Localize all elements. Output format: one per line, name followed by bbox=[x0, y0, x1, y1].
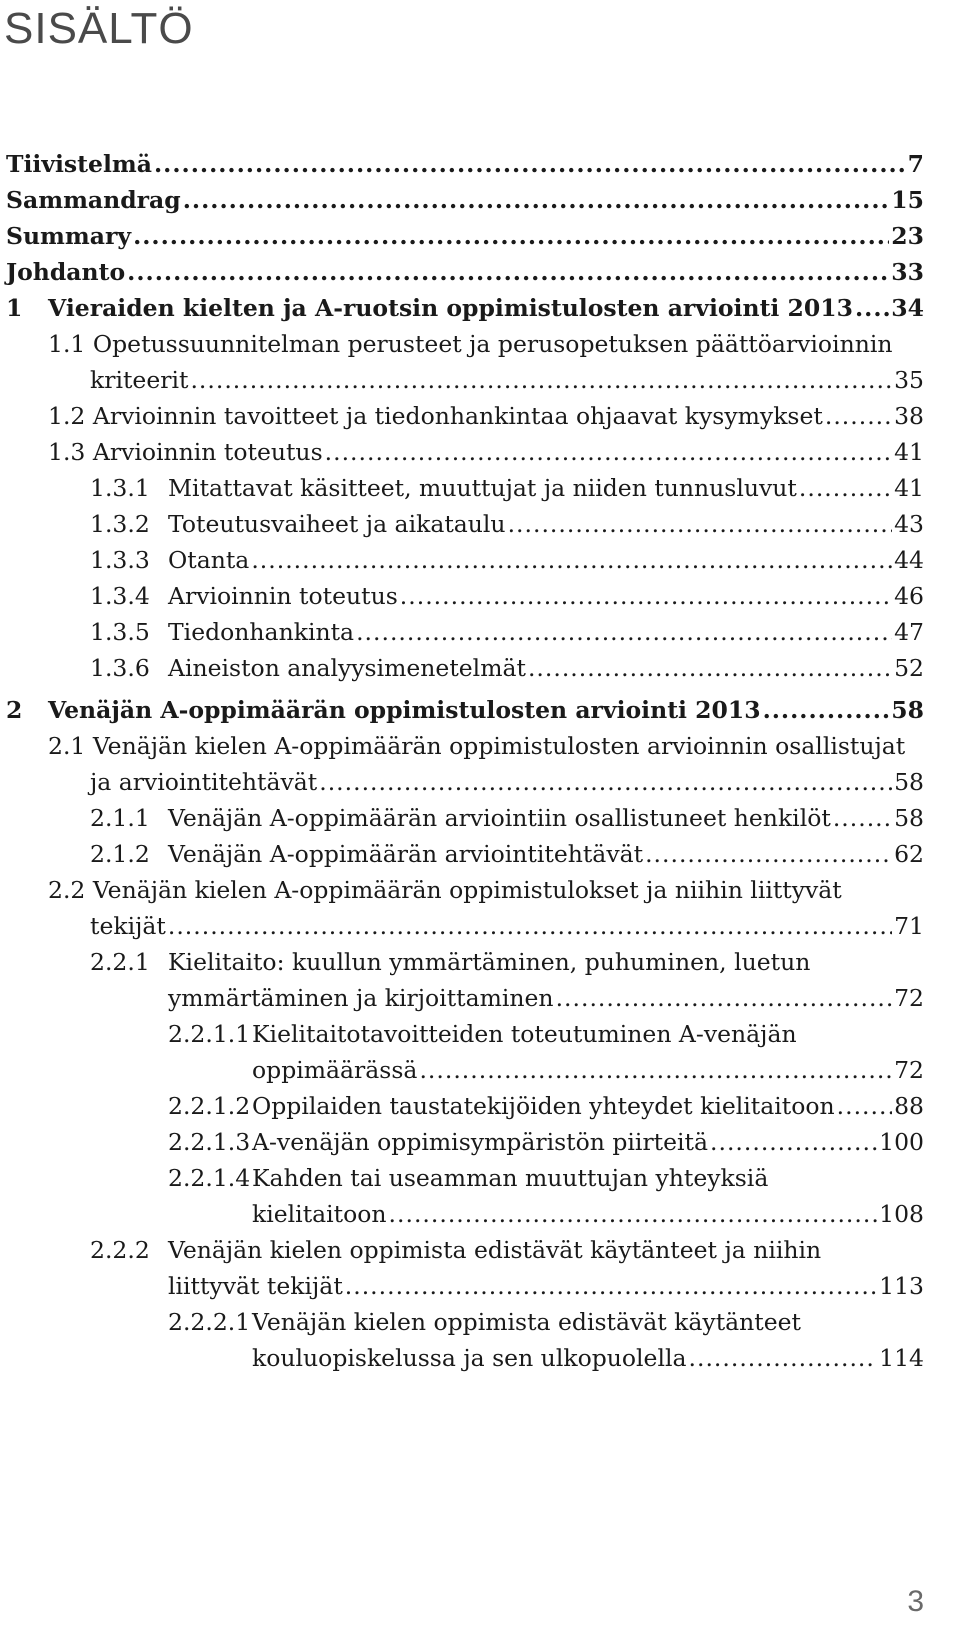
toc-entry-continuation[interactable] bbox=[6, 1052, 924, 1088]
toc-entry-page: 58 bbox=[891, 696, 924, 724]
toc-entry-number: 1.3.4 bbox=[90, 582, 150, 610]
toc-entry-title: ymmärtäminen ja kirjoittaminen bbox=[168, 984, 554, 1012]
toc-entry-page: 88 bbox=[894, 1092, 924, 1120]
toc-entry-title: A-venäjän oppimisympäristön piirteitä bbox=[252, 1128, 709, 1156]
toc-leader-dots bbox=[799, 470, 892, 506]
toc-entry-page: 108 bbox=[879, 1200, 924, 1228]
toc-entry-page: 33 bbox=[891, 258, 924, 286]
toc-entry[interactable] bbox=[6, 872, 924, 908]
toc-leader-dots bbox=[419, 1052, 892, 1088]
toc-entry-number: 2.1 bbox=[48, 732, 86, 760]
toc-leader-dots bbox=[528, 650, 892, 686]
page-heading: SISÄLTÖ bbox=[4, 4, 194, 53]
toc-entry[interactable] bbox=[6, 146, 924, 182]
toc-entry-continuation[interactable] bbox=[6, 764, 924, 800]
toc-entry-page: 62 bbox=[894, 840, 924, 868]
toc-entry-page: 47 bbox=[894, 618, 924, 646]
toc-entry-title: Kahden tai useamman muuttujan yhteyksiä bbox=[252, 1164, 769, 1192]
toc-leader-dots bbox=[833, 800, 892, 836]
toc-entry-title: Summary bbox=[6, 222, 132, 250]
toc-entry-continuation[interactable] bbox=[6, 1268, 924, 1304]
toc-entry-continuation[interactable] bbox=[6, 1340, 924, 1376]
toc-entry-title: Venäjän kielen A-oppimäärän oppimistulosten arvioinnin osallistujat bbox=[92, 732, 906, 760]
toc-entry-page: 23 bbox=[891, 222, 924, 250]
toc-entry-number: 2.2 bbox=[48, 876, 86, 904]
toc-entry-page: 46 bbox=[894, 582, 924, 610]
toc-leader-dots bbox=[154, 146, 906, 182]
toc-entry[interactable] bbox=[6, 1160, 924, 1196]
toc-entry-title: Arvioinnin toteutus bbox=[92, 438, 323, 466]
toc-entry-title: oppimäärässä bbox=[252, 1056, 418, 1084]
toc-entry-page: 113 bbox=[879, 1272, 924, 1300]
toc-leader-dots bbox=[325, 434, 892, 470]
toc-entry[interactable] bbox=[6, 614, 924, 650]
toc-leader-dots bbox=[645, 836, 892, 872]
toc-entry[interactable] bbox=[6, 836, 924, 872]
toc-entry-title: Tiedonhankinta bbox=[168, 618, 355, 646]
toc-entry-title: Venäjän A-oppimäärän arviointitehtävät bbox=[168, 840, 644, 868]
toc-entry-title: Otanta bbox=[168, 546, 250, 574]
toc-entry-number: 1.3.5 bbox=[90, 618, 150, 646]
toc-leader-dots bbox=[508, 506, 893, 542]
page-number: 3 bbox=[907, 1585, 924, 1618]
toc-entry-title: Sammandrag bbox=[6, 186, 181, 214]
toc-entry-page: 35 bbox=[894, 366, 924, 394]
toc-entry[interactable] bbox=[6, 728, 924, 764]
toc-entry-number: 2.2.1.3 bbox=[168, 1128, 251, 1156]
toc-leader-dots bbox=[389, 1196, 878, 1232]
toc-entry[interactable] bbox=[6, 326, 924, 362]
toc-entry-continuation[interactable] bbox=[6, 980, 924, 1016]
toc-entry-page: 72 bbox=[894, 1056, 924, 1084]
toc-entry-number: 2.2.1.1 bbox=[168, 1020, 251, 1048]
toc-leader-dots bbox=[183, 182, 890, 218]
toc-entry-number: 1.3.6 bbox=[90, 654, 150, 682]
toc-entry-page: 100 bbox=[879, 1128, 924, 1156]
toc-leader-dots bbox=[837, 1088, 892, 1124]
toc-entry-title: Johdanto bbox=[6, 258, 126, 286]
toc-entry-number: 2.1.1 bbox=[90, 804, 150, 832]
toc-entry[interactable] bbox=[6, 434, 924, 470]
toc-entry-number: 1.3.2 bbox=[90, 510, 150, 538]
toc-leader-dots bbox=[190, 362, 892, 398]
toc-entry[interactable] bbox=[6, 578, 924, 614]
toc-entry-title: Opetussuunnitelman perusteet ja perusopetuksen päättöarvioinnin bbox=[92, 330, 893, 358]
toc-entry-title: Aineiston analyysimenetelmät bbox=[168, 654, 526, 682]
toc-entry-number: 1.1 bbox=[48, 330, 86, 358]
toc-leader-dots bbox=[133, 218, 889, 254]
toc-entry-page: 72 bbox=[894, 984, 924, 1012]
toc-entry[interactable] bbox=[6, 254, 924, 290]
toc-leader-dots bbox=[356, 614, 892, 650]
toc-entry-title: Vieraiden kielten ja A-ruotsin oppimistulosten arviointi 2013 bbox=[48, 294, 853, 322]
toc-entry-page: 71 bbox=[894, 912, 924, 940]
toc-entry-page: 58 bbox=[894, 804, 924, 832]
toc-entry-title: kriteerit bbox=[90, 366, 189, 394]
toc-entry[interactable] bbox=[6, 1016, 924, 1052]
toc-entry[interactable] bbox=[6, 800, 924, 836]
toc-entry-title: Venäjän A-oppimäärän arviointiin osallistuneet henkilöt bbox=[168, 804, 831, 832]
toc-entry-number: 1.3.1 bbox=[90, 474, 150, 502]
toc-entry[interactable] bbox=[6, 1124, 924, 1160]
toc-leader-dots bbox=[345, 1268, 877, 1304]
toc-entry-number: 1.3.3 bbox=[90, 546, 150, 574]
toc-entry-title: Mitattavat käsitteet, muuttujat ja niiden tunnusluvut bbox=[168, 474, 797, 502]
toc-leader-dots bbox=[855, 290, 889, 326]
toc-entry-title: Kielitaitotavoitteiden toteutuminen A-venäjän bbox=[252, 1020, 797, 1048]
toc-entry-page: 34 bbox=[891, 294, 924, 322]
toc-entry-continuation[interactable] bbox=[6, 362, 924, 398]
toc-entry-title: Venäjän kielen oppimista edistävät käytänteet bbox=[252, 1308, 801, 1336]
toc-leader-dots bbox=[556, 980, 893, 1016]
toc-entry-page: 41 bbox=[894, 438, 924, 466]
toc-entry[interactable] bbox=[6, 1232, 924, 1268]
toc-entry-title: Venäjän kielen oppimista edistävät käytänteet ja niihin bbox=[168, 1236, 822, 1264]
toc-entry-title: liittyvät tekijät bbox=[168, 1272, 343, 1300]
toc-entry-title: Arvioinnin toteutus bbox=[168, 582, 398, 610]
toc-entry-title: Toteutusvaiheet ja aikataulu bbox=[168, 510, 506, 538]
toc-entry[interactable] bbox=[6, 542, 924, 578]
toc-leader-dots bbox=[825, 398, 892, 434]
table-of-contents bbox=[6, 146, 924, 1376]
toc-entry-number: 1.2 bbox=[48, 402, 86, 430]
toc-entry-page: 52 bbox=[894, 654, 924, 682]
toc-entry-continuation[interactable] bbox=[6, 908, 924, 944]
toc-entry-page: 41 bbox=[894, 474, 924, 502]
toc-entry-page: 44 bbox=[894, 546, 924, 574]
toc-entry-number: 2 bbox=[6, 696, 23, 724]
toc-leader-dots bbox=[319, 764, 892, 800]
toc-entry[interactable] bbox=[6, 1088, 924, 1124]
toc-entry[interactable] bbox=[6, 398, 924, 434]
toc-entry-number: 1 bbox=[6, 294, 23, 322]
toc-entry-title: Venäjän kielen A-oppimäärän oppimistulokset ja niihin liittyvät bbox=[92, 876, 842, 904]
toc-entry-number: 2.2.2.1 bbox=[168, 1308, 251, 1336]
toc-leader-dots bbox=[251, 542, 892, 578]
toc-entry-page: 38 bbox=[894, 402, 924, 430]
toc-entry-page: 58 bbox=[894, 768, 924, 796]
toc-chapter-2[interactable] bbox=[6, 692, 924, 728]
toc-entry-page: 15 bbox=[891, 186, 924, 214]
toc-leader-dots bbox=[127, 254, 889, 290]
toc-entry[interactable] bbox=[6, 506, 924, 542]
toc-leader-dots bbox=[400, 578, 892, 614]
toc-entry-title: kielitaitoon bbox=[252, 1200, 387, 1228]
toc-entry-title: kouluopiskelussa ja sen ulkopuolella bbox=[252, 1344, 687, 1372]
toc-entry[interactable] bbox=[6, 944, 924, 980]
toc-entry-number: 2.2.1 bbox=[90, 948, 150, 976]
toc-entry-page: 43 bbox=[894, 510, 924, 538]
toc-entry-page: 7 bbox=[907, 150, 924, 178]
toc-entry-title: Arvioinnin tavoitteet ja tiedonhankintaa ohjaavat kysymykset bbox=[92, 402, 823, 430]
toc-chapter-1[interactable] bbox=[6, 290, 924, 326]
toc-leader-dots bbox=[763, 692, 890, 728]
toc-entry-page: 114 bbox=[879, 1344, 924, 1372]
toc-entry[interactable] bbox=[6, 182, 924, 218]
toc-entry-title: Oppilaiden taustatekijöiden yhteydet kielitaitoon bbox=[252, 1092, 835, 1120]
toc-entry-number: 2.2.2 bbox=[90, 1236, 150, 1264]
toc-entry-continuation[interactable] bbox=[6, 1196, 924, 1232]
toc-entry-number: 1.3 bbox=[48, 438, 86, 466]
toc-entry[interactable] bbox=[6, 470, 924, 506]
toc-leader-dots bbox=[689, 1340, 878, 1376]
toc-entry-title: tekijät bbox=[90, 912, 166, 940]
toc-entry-title: Tiivistelmä bbox=[6, 150, 152, 178]
toc-entry-number: 2.1.2 bbox=[90, 840, 150, 868]
toc-leader-dots bbox=[710, 1124, 877, 1160]
toc-entry-title: Venäjän A-oppimäärän oppimistulosten arviointi 2013 bbox=[48, 696, 761, 724]
toc-entry-number: 2.2.1.4 bbox=[168, 1164, 251, 1192]
toc-entry-number: 2.2.1.2 bbox=[168, 1092, 251, 1120]
toc-entry-title: ja arviointitehtävät bbox=[90, 768, 318, 796]
toc-leader-dots bbox=[168, 908, 892, 944]
toc-entry[interactable] bbox=[6, 650, 924, 686]
toc-entry[interactable] bbox=[6, 218, 924, 254]
toc-entry[interactable] bbox=[6, 1304, 924, 1340]
toc-entry-title: Kielitaito: kuullun ymmärtäminen, puhuminen, luetun bbox=[168, 948, 811, 976]
